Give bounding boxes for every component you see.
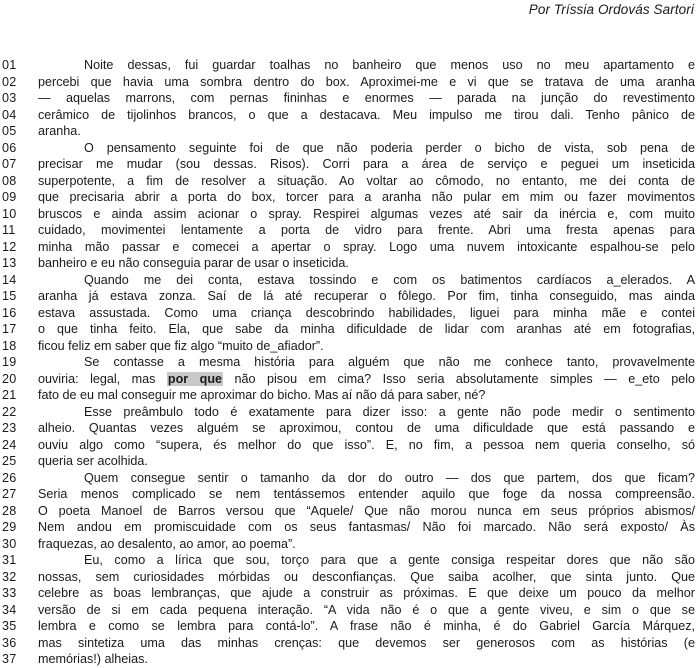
line-text xyxy=(38,173,695,190)
line-text-segment: fato de eu mal conseguir me aproximar do bicho. Mas aí não dá para saber, né? xyxy=(38,388,486,402)
text-line xyxy=(0,453,699,470)
line-text-segment: O poeta Manoel de Barros versou que “Aquele/ Que não morou nunca em seus próprios abismos/ xyxy=(38,503,695,518)
line-number: 14 xyxy=(2,272,17,287)
line-text-segment: estava assustada. Como uma criança descobrindo habilidades, liguei para minha mãe e contei xyxy=(38,305,695,320)
line-text xyxy=(38,189,695,206)
line-text-segment: alheio. Quantas vezes alguém se aproximou, contou de uma dificuldade que está passando e xyxy=(38,421,695,435)
line-number: 25 xyxy=(2,454,17,468)
line-text xyxy=(38,470,695,487)
text-line xyxy=(0,651,699,668)
line-text xyxy=(38,536,695,553)
text-line xyxy=(0,288,699,305)
line-text-segment: não pisou em cima? Isso seria absolutamente simples — e_eto pelo xyxy=(223,371,695,386)
line-text xyxy=(38,74,695,91)
line-text-segment: — aquelas marrons, com pernas fininhas e enormes — parada na junção do revestimento xyxy=(38,91,695,105)
line-number: 24 xyxy=(2,437,17,452)
numbered-text-body xyxy=(0,57,699,668)
line-number: 30 xyxy=(2,536,17,551)
text-line xyxy=(0,140,699,157)
text-line xyxy=(0,305,699,322)
text-line xyxy=(0,569,699,586)
line-text xyxy=(38,602,695,619)
line-text-segment: cerâmico de tijolinhos brancos, o que a destacava. Meu impulso me tirou dali. Tenho pânico de xyxy=(38,107,695,122)
line-text xyxy=(38,255,695,272)
highlighted-phrase: por que xyxy=(167,371,223,386)
line-number: 06 xyxy=(2,140,17,155)
line-text xyxy=(38,420,695,437)
article-byline: Por Tríssia Ordovás Sartori xyxy=(528,2,694,17)
text-line xyxy=(0,156,699,173)
line-number: 13 xyxy=(2,256,17,270)
line-number: 28 xyxy=(2,503,17,518)
line-number: 20 xyxy=(2,371,17,386)
text-line xyxy=(0,206,699,223)
line-text-segment: queria ser acolhida. xyxy=(38,454,148,468)
line-number: 26 xyxy=(2,470,17,485)
text-line xyxy=(0,618,699,635)
line-text-segment: que precisaria abrir a porta do box, torcer para a aranha não pular em mim ou fazer movimentos xyxy=(38,190,695,204)
line-text-segment: banheiro e eu não conseguia parar de usar o inseticida. xyxy=(38,256,349,270)
line-number: 17 xyxy=(2,322,17,336)
line-number: 18 xyxy=(2,338,17,353)
text-line xyxy=(0,585,699,602)
text-line xyxy=(0,321,699,338)
line-number: 12 xyxy=(2,239,17,254)
text-line xyxy=(0,239,699,256)
line-text xyxy=(38,651,695,668)
text-line xyxy=(0,272,699,289)
line-text-segment: aranha já estava zonza. Saí de lá até recuperar o fôlego. Por fim, tinha conseguido, mas ainda xyxy=(38,289,695,303)
line-number: 15 xyxy=(2,289,17,303)
line-text xyxy=(38,321,695,338)
line-text xyxy=(38,90,695,107)
line-number: 36 xyxy=(2,635,17,650)
text-line xyxy=(0,222,699,239)
line-text xyxy=(38,453,695,470)
line-text xyxy=(38,222,695,239)
text-line xyxy=(0,57,699,74)
text-line xyxy=(0,387,699,404)
line-text xyxy=(38,239,695,256)
line-text xyxy=(38,305,695,322)
line-text xyxy=(38,486,695,503)
line-number: 02 xyxy=(2,74,17,89)
line-number: 33 xyxy=(2,586,17,600)
line-text-segment: Noite dessas, fui guardar toalhas no banheiro que menos uso no meu apartamento e xyxy=(84,58,695,72)
line-text-segment: versão de si em cada pequena interação. “A vida não é o que a gente viveu, e sim o que se xyxy=(38,602,695,617)
text-line xyxy=(0,255,699,272)
line-text-segment: o que tinha feito. Ela, que sabe da minha dificuldade de lidar com aranhas até em fotografias, xyxy=(38,322,695,336)
line-number: 23 xyxy=(2,421,17,435)
line-text xyxy=(38,338,695,355)
text-line xyxy=(0,470,699,487)
line-text xyxy=(38,371,695,388)
text-line xyxy=(0,189,699,206)
line-number: 05 xyxy=(2,124,17,138)
line-text xyxy=(38,288,695,305)
line-text-segment: ouviria: legal, mas xyxy=(38,371,167,386)
line-text xyxy=(38,123,695,140)
line-number: 27 xyxy=(2,487,17,501)
line-text xyxy=(38,519,695,536)
line-text-segment: O pensamento seguinte foi de que não poderia perder o bicho de vista, sob pena de xyxy=(84,140,695,155)
line-text-segment: cuidado, movimentei lentamente a porta de vidro para frente. Abri uma fresta apenas para xyxy=(38,223,695,237)
line-text xyxy=(38,140,695,157)
line-number: 08 xyxy=(2,173,17,188)
line-text-segment: memórias!) alheias. xyxy=(38,652,148,666)
line-number: 10 xyxy=(2,206,17,221)
line-text-segment: percebi que havia uma sombra dentro do box. Aproximei-me e vi que se tratava de uma aranha xyxy=(38,74,695,89)
line-number: 16 xyxy=(2,305,17,320)
text-line xyxy=(0,602,699,619)
line-text xyxy=(38,206,695,223)
line-text-segment: lembra e como se lembra para contá-lo”. A frase não é minha, é do Gabriel García Márquez, xyxy=(38,619,695,633)
line-text xyxy=(38,437,695,454)
line-text-segment: Eu, como a lírica que sou, torço para que a gente consiga respeitar dores que não são xyxy=(84,553,695,567)
text-line xyxy=(0,74,699,91)
line-text-segment: precisar me mudar (sou dessas. Risos). Corri para a área de serviço e peguei um inseticida xyxy=(38,157,695,171)
text-line xyxy=(0,437,699,454)
text-line xyxy=(0,123,699,140)
line-text xyxy=(38,156,695,173)
line-number: 21 xyxy=(2,388,17,402)
line-number: 29 xyxy=(2,520,17,534)
line-text-segment: Seria menos complicado se nem tentássemos entender aquilo que foge da nossa compreensão. xyxy=(38,487,695,501)
line-number: 07 xyxy=(2,157,17,171)
line-text-segment: Quando me dei conta, estava tossindo e com os batimentos cardíacos a_elerados. A xyxy=(84,272,695,287)
line-number: 01 xyxy=(2,58,17,72)
line-number: 35 xyxy=(2,619,17,633)
text-line xyxy=(0,519,699,536)
line-number: 34 xyxy=(2,602,17,617)
text-line xyxy=(0,635,699,652)
line-text xyxy=(38,57,695,74)
line-number: 22 xyxy=(2,404,17,419)
line-text-segment: Quem consegue sentir o tamanho da dor do outro — dos que partem, dos que ficam? xyxy=(84,470,695,485)
line-text-segment: bruscos e ainda assim acionar o spray. Respirei algumas vezes até sair da inércia e, com muito xyxy=(38,206,695,221)
text-line xyxy=(0,173,699,190)
line-text-segment: Nem andou em promiscuidade com os seus fantasmas/ Não foi marcado. Não será exposto/ Às xyxy=(38,520,695,534)
line-text-segment: mas sintetiza uma das minhas crenças: que devemos ser generosos com as histórias (e xyxy=(38,635,695,650)
line-text xyxy=(38,569,695,586)
line-number: 03 xyxy=(2,91,17,105)
text-line xyxy=(0,338,699,355)
line-text xyxy=(38,503,695,520)
line-number: 09 xyxy=(2,190,17,204)
line-text-segment: ouviu algo como “supera, és melhor do que isso”. E, no fim, a pessoa nem queria conselho, só xyxy=(38,437,695,452)
line-number: 19 xyxy=(2,355,17,369)
line-text-segment: superpotente, a fim de resolver a situação. Ao voltar ao cômodo, no entanto, me dei conta de xyxy=(38,173,695,188)
line-text xyxy=(38,354,695,371)
line-text xyxy=(38,404,695,421)
line-text xyxy=(38,387,695,404)
line-text xyxy=(38,618,695,635)
line-text-segment: fraquezas, ao desalento, ao amor, ao poema”. xyxy=(38,536,296,551)
line-number: 31 xyxy=(2,553,17,567)
line-text-segment: celebre as boas lembranças, que ajude a construir as próximas. E que deixe um pouco da melhor xyxy=(38,586,695,600)
line-text xyxy=(38,107,695,124)
line-text xyxy=(38,585,695,602)
line-text xyxy=(38,552,695,569)
line-number: 32 xyxy=(2,569,17,584)
text-line xyxy=(0,486,699,503)
line-text-segment: nossas, sem curiosidades mórbidas ou desconfianças. Que saiba acolher, que sinta junto. Que xyxy=(38,569,695,584)
line-text xyxy=(38,635,695,652)
line-text-segment: ficou feliz em saber que fiz algo “muito de_afiador”. xyxy=(38,338,324,353)
text-line xyxy=(0,107,699,124)
line-number: 11 xyxy=(2,223,16,237)
line-number: 37 xyxy=(2,652,17,666)
line-text-segment: minha mão passar e comecei a apertar o spray. Logo uma nuvem intoxicante espalhou-se pelo xyxy=(38,239,695,254)
line-text-segment: Se contasse a mesma história para alguém que não me conhece tanto, provavelmente xyxy=(84,355,695,369)
line-text-segment: Esse preâmbulo todo é exatamente para dizer isso: a gente não pode medir o sentimento xyxy=(84,404,695,419)
text-line xyxy=(0,354,699,371)
text-line xyxy=(0,404,699,421)
line-text-segment: aranha. xyxy=(38,124,81,138)
text-line xyxy=(0,90,699,107)
text-line xyxy=(0,420,699,437)
line-number: 04 xyxy=(2,107,17,122)
text-line xyxy=(0,371,699,388)
line-text xyxy=(38,272,695,289)
text-line xyxy=(0,503,699,520)
text-line xyxy=(0,536,699,553)
text-line xyxy=(0,552,699,569)
